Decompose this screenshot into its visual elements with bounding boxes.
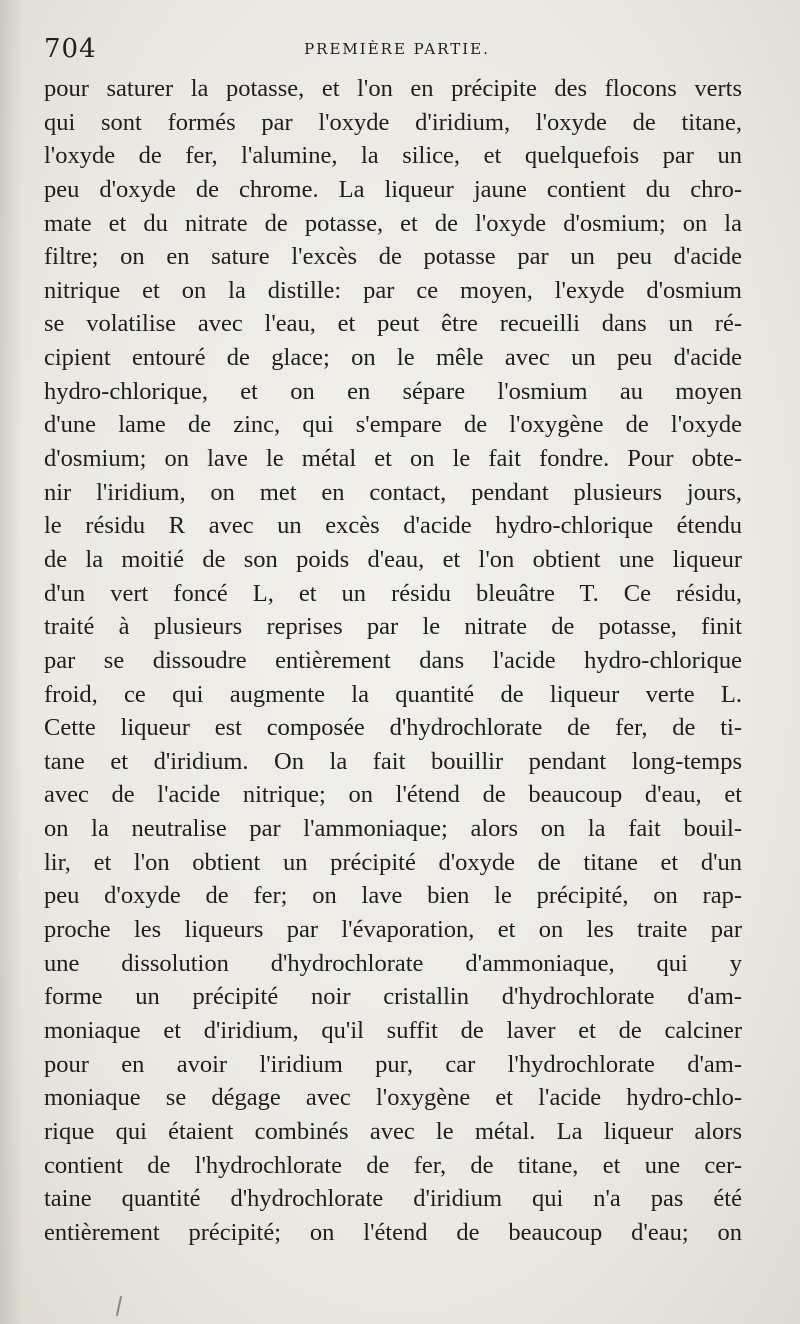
text-line: une dissolution d'hydrochlorate d'ammoniaque, qui y — [44, 949, 742, 977]
body-text — [44, 72, 742, 1249]
text-line: avec de l'acide nitrique; on l'étend de beaucoup d'eau, et — [44, 781, 742, 809]
text-line: entièrement précipité; on l'étend de beaucoup d'eau; on — [44, 1218, 742, 1246]
text-line: taine quantité d'hydrochlorate d'iridium qui n'a pas été — [44, 1185, 742, 1213]
text-line: forme un précipité noir cristallin d'hydrochlorate d'am- — [44, 983, 742, 1011]
text-line: se volatilise avec l'eau, et peut être recueilli dans un ré- — [44, 310, 742, 338]
page-header — [44, 32, 750, 66]
text-line: de la moitié de son poids d'eau, et l'on obtient une liqueur — [44, 545, 742, 573]
text-line: nir l'iridium, on met en contact, pendant plusieurs jours, — [44, 478, 742, 506]
text-line: mate et du nitrate de potasse, et de l'oxyde d'osmium; on la — [44, 209, 742, 237]
margin-pencil-mark — [116, 1296, 122, 1316]
text-line: hydro-chlorique, et on en sépare l'osmium au moyen — [44, 377, 742, 405]
text-line: cipient entouré de glace; on le mêle avec un peu d'acide — [44, 344, 742, 372]
text-line: d'une lame de zinc, qui s'empare de l'oxygène de l'oxyde — [44, 411, 742, 439]
text-line: d'osmium; on lave le métal et on le fait fondre. Pour obte- — [44, 445, 742, 473]
page-number: 704 — [44, 34, 97, 64]
gutter-shadow — [0, 0, 22, 1324]
text-line: moniaque et d'iridium, qu'il suffit de laver et de calciner — [44, 1016, 742, 1044]
running-head: PREMIÈRE PARTIE. — [304, 40, 490, 58]
text-line: contient de l'hydrochlorate de fer, de titane, et une cer- — [44, 1151, 742, 1179]
text-line: rique qui étaient combinés avec le métal. La liqueur alors — [44, 1117, 742, 1145]
text-line: d'un vert foncé L, et un résidu bleuâtre T. Ce résidu, — [44, 579, 742, 607]
text-line: moniaque se dégage avec l'oxygène et l'acide hydro-chlo- — [44, 1084, 742, 1112]
text-line: filtre; on en sature l'excès de potasse par un peu d'acide — [44, 243, 742, 271]
text-line: froid, ce qui augmente la quantité de liqueur verte L. — [44, 680, 742, 708]
text-line: proche les liqueurs par l'évaporation, et on les traite par — [44, 916, 742, 944]
text-line: nitrique et on la distille: par ce moyen, l'exyde d'osmium — [44, 276, 742, 304]
text-line: pour saturer la potasse, et l'on en précipite des flocons verts — [44, 75, 742, 102]
text-line: par se dissoudre entièrement dans l'acide hydro-chlorique — [44, 646, 742, 674]
text-line: Cette liqueur est composée d'hydrochlorate de fer, de ti- — [44, 714, 742, 742]
text-line: lir, et l'on obtient un précipité d'oxyde de titane et d'un — [44, 848, 742, 876]
text-line: peu d'oxyde de chrome. La liqueur jaune contient du chro- — [44, 175, 742, 203]
text-line: pour en avoir l'iridium pur, car l'hydrochlorate d'am- — [44, 1050, 742, 1078]
text-line: on la neutralise par l'ammoniaque; alors on la fait bouil- — [44, 815, 742, 843]
text-line: le résidu R avec un excès d'acide hydro-chlorique étendu — [44, 512, 742, 540]
text-line: l'oxyde de fer, l'alumine, la silice, et quelquefois par un — [44, 142, 742, 170]
text-line: peu d'oxyde de fer; on lave bien le précipité, on rap- — [44, 882, 742, 910]
text-line: traité à plusieurs reprises par le nitrate de potasse, finit — [44, 613, 742, 641]
text-line: tane et d'iridium. On la fait bouillir pendant long-temps — [44, 747, 742, 775]
text-line: qui sont formés par l'oxyde d'iridium, l'oxyde de titane, — [44, 108, 742, 136]
